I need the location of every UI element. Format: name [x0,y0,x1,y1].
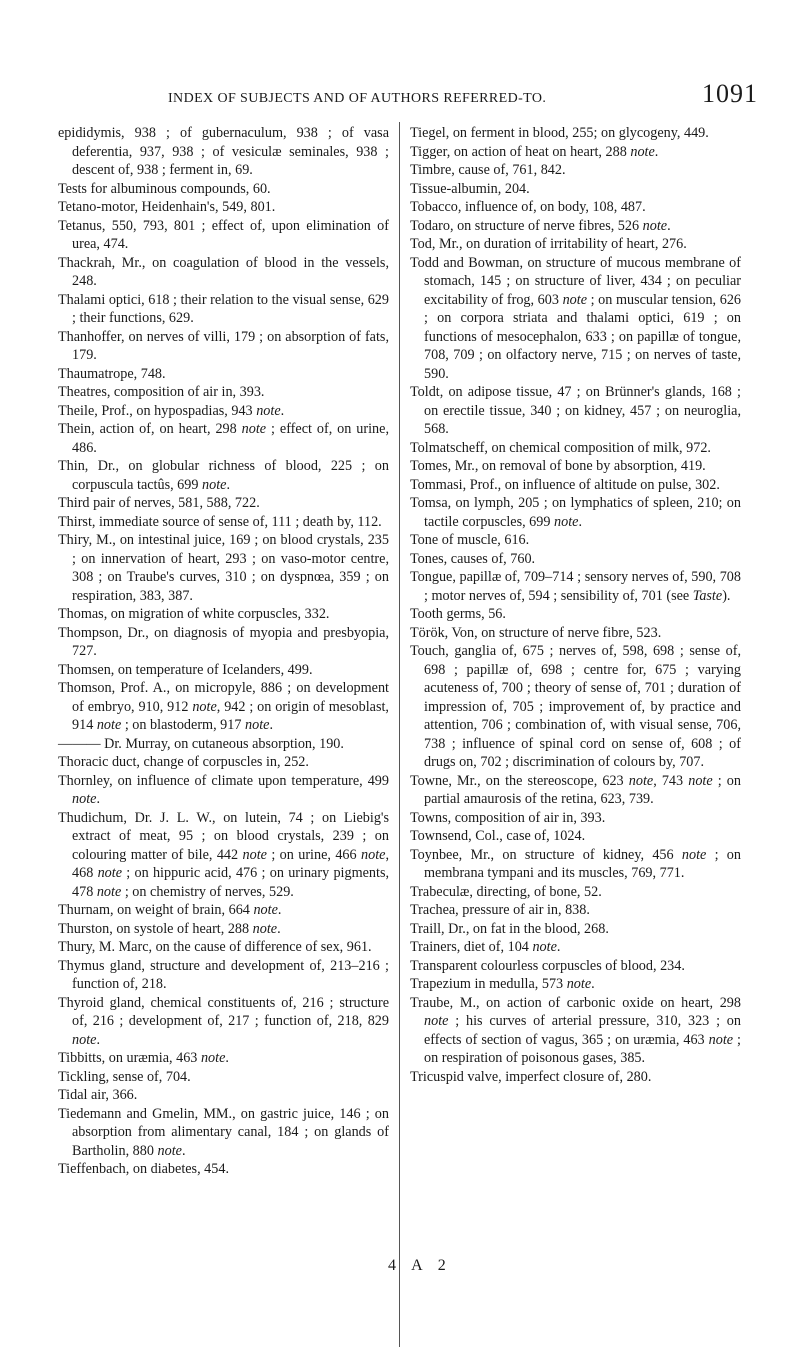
index-entry: Traill, Dr., on fat in the blood, 268. [410,920,609,937]
index-entry: Thurnam, on weight of brain, 664 note. [58,902,282,918]
index-entry: Thalami optici, 618 ; their relation to the visual sense, 629 ; their functions, 629. [58,291,389,326]
index-entry: Tissue-albumin, 204. [410,180,530,197]
index-entry: Tone of muscle, 616. [410,532,530,548]
index-entry: Townsend, Col., case of, 1024. [410,828,586,844]
index-entry: Toynbee, Mr., on structure of kidney, 456 note ; on membrana tympani and its muscles, 769, 771. [410,846,741,881]
index-entry: Timbre, cause of, 761, 842. [410,162,566,178]
index-entry: Thein, action of, on heart, 298 note ; effect of, on urine, 486. [58,421,389,456]
index-entry: Tricuspid valve, imperfect closure of, 280. [410,1068,652,1085]
index-entry: Tetano-motor, Heidenhain's, 549, 801. [58,199,276,215]
index-entry: Thompson, Dr., on diagnosis of myopia and presbyopia, 727. [58,624,389,659]
index-entry: Thackrah, Mr., on coagulation of blood in the vessels, 248. [58,254,389,289]
index-entry: Tolmatscheff, on chemical composition of milk, 972. [410,439,711,456]
index-entry: Theatres, composition of air in, 393. [58,384,265,400]
index-entry: Thomsen, on temperature of Icelanders, 499. [58,661,313,678]
right-index-column [410,124,741,1086]
index-entry: Tobacco, influence of, on body, 108, 487. [410,199,646,215]
index-entry: Todaro, on structure of nerve fibres, 526 note. [410,217,671,234]
index-entry: Todd and Bowman, on structure of mucous membrane of stomach, 145 ; on structure of liver, 434 ; on peculiar excitability of frog, 603 note ; on muscular tension, 626 ; on corpora striata and thalami optici, 619 ; on functions of mesocephalon, 633 ; on papillæ of tongue, 708, 709 ; on olfactory nerve, 715 ; on nerves of taste, 590. [410,254,742,382]
left-index-column [58,124,389,1179]
index-entry: Tones, causes of, 760. [410,550,536,567]
index-entry: Toldt, on adipose tissue, 47 ; on Brünner's glands, 168 ; on erectile tissue, 340 ; on kidney, 457 ; on neuroglia, 568. [410,384,741,437]
index-entry: Tongue, papillæ of, 709–714 ; sensory nerves of, 590, 708 ; motor nerves of, 594 ; sensibility of, 701 (see Taste). [410,569,741,604]
index-entry: Towne, Mr., on the stereoscope, 623 note, 743 note ; on partial amaurosis of the retina, 623, 739. [410,772,741,807]
index-entry: Tomes, Mr., on removal of bone by absorption, 419. [410,458,706,474]
index-entry: Towns, composition of air in, 393. [410,809,606,826]
index-entry: Tomsa, on lymph, 205 ; on lymphatics of spleen, 210; on tactile corpuscles, 699 note. [410,495,741,530]
index-entry: Thyroid gland, chemical constituents of, 216 ; structure of, 216 ; development of, 217 ; function of, 218, 829 note. [58,994,389,1048]
index-entry: Theile, Prof., on hypospadias, 943 note. [58,402,285,419]
index-entry: Thin, Dr., on globular richness of blood, 225 ; on corpuscula tactûs, 699 note. [58,458,389,493]
index-entry: Thudichum, Dr. J. L. W., on lutein, 74 ; on Liebig's extract of meat, 95 ; on blood crystals, 239 ; on colouring matter of bile, 442 note ; on urine, 466 note, 468 note ; on hippuric acid, 476 ; on urinary pigments, 478 note ; on chemistry of nerves, 529. [58,809,390,900]
index-entry: Tibbitts, on uræmia, 463 note. [58,1050,229,1066]
index-entry: Trapezium in medulla, 573 note. [410,976,595,992]
page-number: 1091 [702,79,758,108]
index-entry: Tigger, on action of heat on heart, 288 note. [410,143,659,160]
index-entry: ——— Dr. Murray, on cutaneous absorption, 190. [58,735,344,752]
index-entry: Tod, Mr., on duration of irritability of heart, 276. [410,236,687,252]
index-entry: Thymus gland, structure and development of, 213–216 ; function of, 218. [58,957,389,992]
index-entry: Thirst, immediate source of sense of, 111 ; death by, 112. [58,513,382,530]
index-entry: Traube, M., on action of carbonic oxide on heart, 298 note ; his curves of arterial pressure, 310, 323 ; on effects of section of vagus, 365 ; on uræmia, 463 note ; on respiration of poisonous gases, 385. [410,994,742,1066]
index-entry: Tiedemann and Gmelin, MM., on gastric juice, 146 ; on absorption from alimentary canal, 184 ; on glands of Bartholin, 880 note. [58,1105,389,1159]
index-entry: Third pair of nerves, 581, 588, 722. [58,495,260,511]
index-entry: Trainers, diet of, 104 note. [410,939,561,955]
running-head [138,79,758,113]
index-entry: Török, Von, on structure of nerve fibre, 523. [410,624,662,641]
index-entry: Tests for albuminous compounds, 60. [58,180,271,197]
index-entry: Thornley, on influence of climate upon temperature, 499 note. [58,772,389,807]
index-entry: Tidal air, 366. [58,1087,138,1103]
index-entry: Thanhoffer, on nerves of villi, 179 ; on absorption of fats, 179. [58,328,389,363]
index-entry: Tiegel, on ferment in blood, 255; on glycogeny, 449. [410,125,709,141]
index-entry: Transparent colourless corpuscles of blood, 234. [410,957,685,974]
index-entry: Tieffenbach, on diabetes, 454. [58,1161,230,1177]
index-entry: Thomas, on migration of white corpuscles, 332. [58,606,330,622]
index-entry: Tommasi, Prof., on influence of altitude on pulse, 302. [410,476,720,493]
index-entry: Touch, ganglia of, 675 ; nerves of, 598, 698 ; sense of, 698 ; papillæ of, 698 ; centre for, 675 ; varying acuteness of, 700 ; theory of sense of, 701 ; duration of impression of, 705 ; improvement of, by practice and attention, 706 ; combination of, with visual sense, 706, 738 ; influence of spinal cord on sense of, 608 ; of drugs on, 702 ; discrimination of colours by, 707. [410,643,741,770]
running-head-title: INDEX OF SUBJECTS AND OF AUTHORS REFERRED-TO. [168,91,547,106]
index-entry: epididymis, 938 ; of gubernaculum, 938 ; of vasa deferentia, 937, 938 ; of vesiculæ seminales, 938 ; descent of, 938 ; ferment in, 69. [58,125,389,178]
index-entry: Thiry, M., on intestinal juice, 169 ; on blood crystals, 235 ; on innervation of heart, 293 ; on vaso-motor centre, 308 ; on Traube's curves, 310 ; on dyspnœa, 359 ; on respiration, 383, 387. [58,532,389,604]
index-entry: Tickling, sense of, 704. [58,1068,191,1085]
index-entry: Thoracic duct, change of corpuscles in, 252. [58,754,309,770]
index-entry: Trachea, pressure of air in, 838. [410,902,590,918]
index-entry: Thurston, on systole of heart, 288 note. [58,920,281,937]
index-entry: Thaumatrope, 748. [58,365,166,382]
index-entry: Tooth germs, 56. [410,606,506,622]
column-divider [399,122,400,1347]
printer-signature: 4 A 2 [388,1257,452,1274]
index-entry: Thomson, Prof. A., on micropyle, 886 ; on development of embryo, 910, 912 note, 942 ; on origin of mesoblast, 914 note ; on blastoderm, 917 note. [58,680,389,733]
index-entry: Trabeculæ, directing, of bone, 52. [410,883,602,900]
index-entry: Tetanus, 550, 793, 801 ; effect of, upon elimination of urea, 474. [58,217,389,252]
index-entry: Thury, M. Marc, on the cause of difference of sex, 961. [58,939,372,955]
